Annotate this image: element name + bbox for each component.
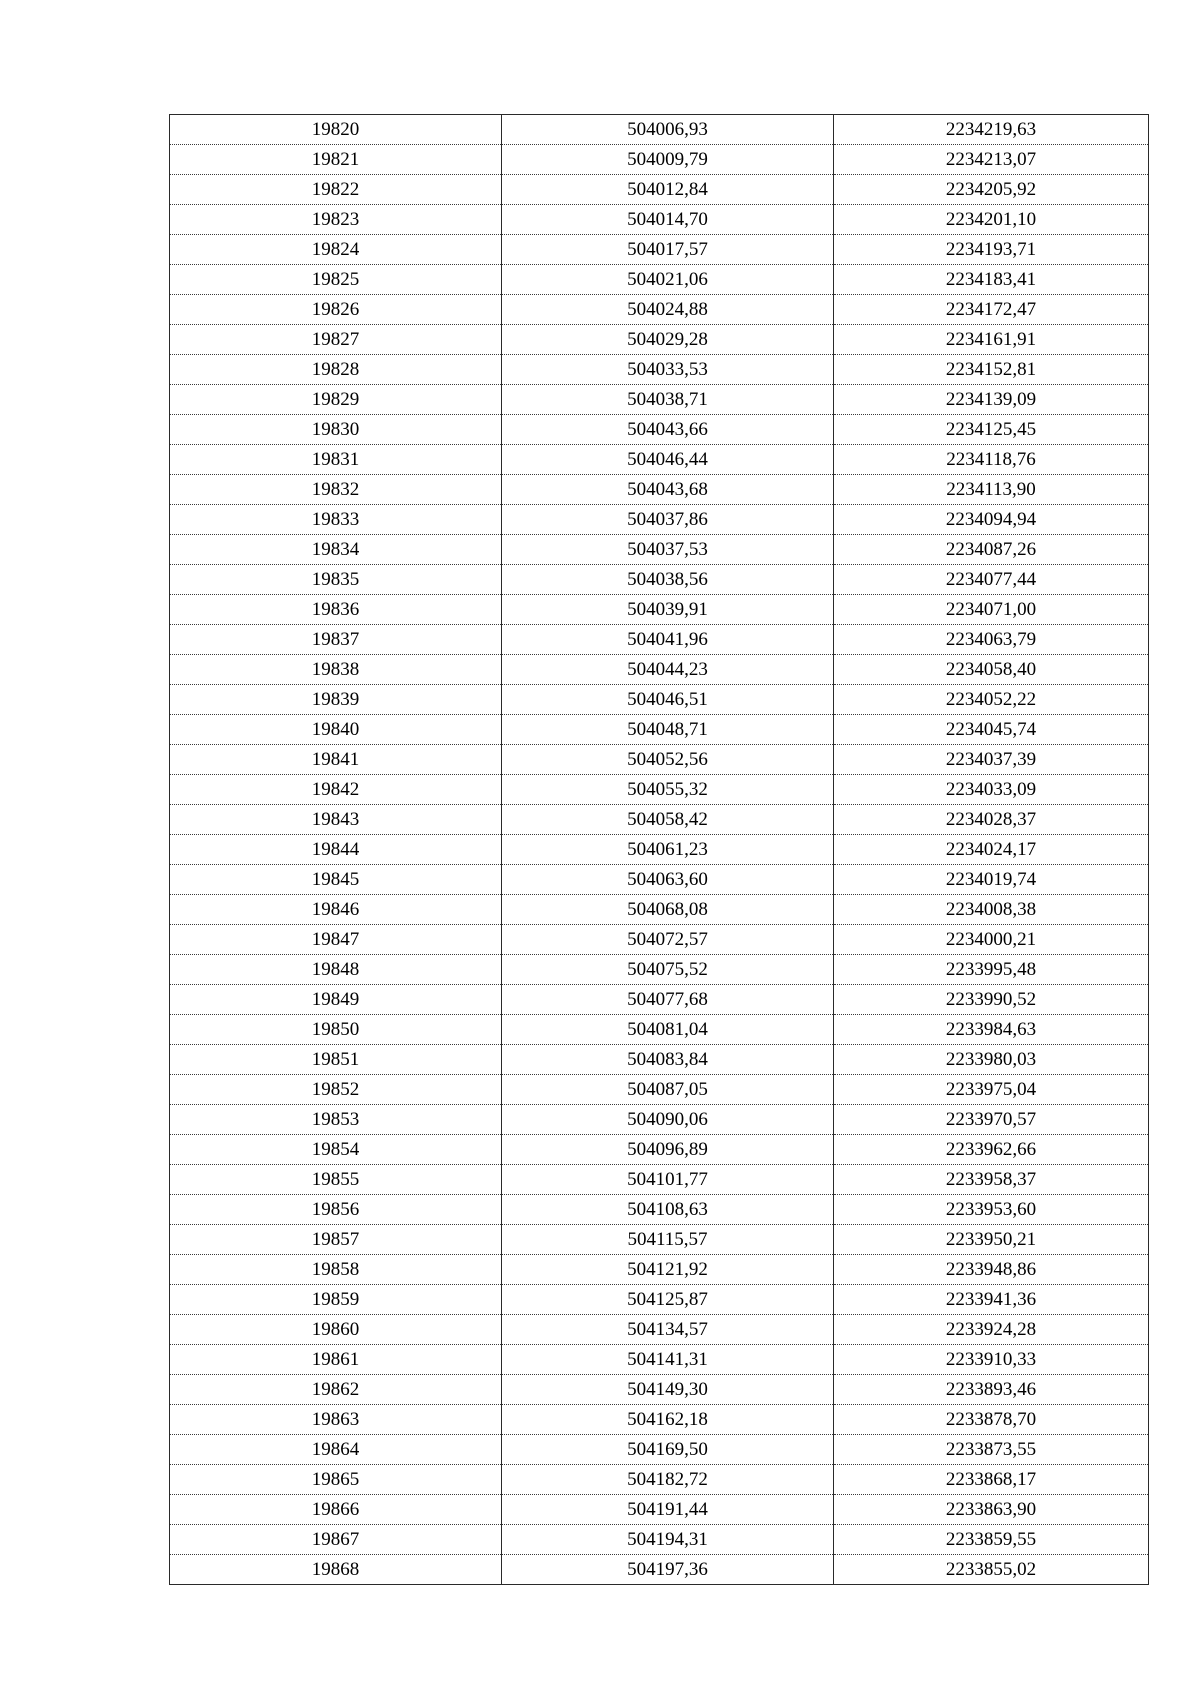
y-coordinate-cell: 2234063,79 xyxy=(834,625,1149,655)
point-number-cell: 19862 xyxy=(170,1375,502,1405)
x-coordinate-cell: 504029,28 xyxy=(502,325,834,355)
y-coordinate-cell: 2234113,90 xyxy=(834,475,1149,505)
y-coordinate-cell: 2234045,74 xyxy=(834,715,1149,745)
point-number-cell: 19832 xyxy=(170,475,502,505)
x-coordinate-cell: 504046,51 xyxy=(502,685,834,715)
table-row xyxy=(170,775,1149,805)
table-row xyxy=(170,1405,1149,1435)
y-coordinate-cell: 2234019,74 xyxy=(834,865,1149,895)
point-number-cell: 19857 xyxy=(170,1225,502,1255)
table-row xyxy=(170,595,1149,625)
x-coordinate-cell: 504081,04 xyxy=(502,1015,834,1045)
y-coordinate-cell: 2234201,10 xyxy=(834,205,1149,235)
table-row xyxy=(170,925,1149,955)
table-row xyxy=(170,445,1149,475)
table-row xyxy=(170,1105,1149,1135)
point-number-cell: 19854 xyxy=(170,1135,502,1165)
y-coordinate-cell: 2234125,45 xyxy=(834,415,1149,445)
y-coordinate-cell: 2234077,44 xyxy=(834,565,1149,595)
coordinates-table xyxy=(169,114,1149,1585)
table-row xyxy=(170,835,1149,865)
x-coordinate-cell: 504017,57 xyxy=(502,235,834,265)
y-coordinate-cell: 2234161,91 xyxy=(834,325,1149,355)
y-coordinate-cell: 2233873,55 xyxy=(834,1435,1149,1465)
table-row xyxy=(170,1135,1149,1165)
x-coordinate-cell: 504068,08 xyxy=(502,895,834,925)
y-coordinate-cell: 2234033,09 xyxy=(834,775,1149,805)
x-coordinate-cell: 504033,53 xyxy=(502,355,834,385)
x-coordinate-cell: 504021,06 xyxy=(502,265,834,295)
point-number-cell: 19824 xyxy=(170,235,502,265)
point-number-cell: 19843 xyxy=(170,805,502,835)
y-coordinate-cell: 2234058,40 xyxy=(834,655,1149,685)
x-coordinate-cell: 504108,63 xyxy=(502,1195,834,1225)
y-coordinate-cell: 2233990,52 xyxy=(834,985,1149,1015)
y-coordinate-cell: 2233868,17 xyxy=(834,1465,1149,1495)
x-coordinate-cell: 504038,71 xyxy=(502,385,834,415)
y-coordinate-cell: 2234172,47 xyxy=(834,295,1149,325)
table-row xyxy=(170,295,1149,325)
point-number-cell: 19858 xyxy=(170,1255,502,1285)
table-row xyxy=(170,985,1149,1015)
x-coordinate-cell: 504191,44 xyxy=(502,1495,834,1525)
x-coordinate-cell: 504046,44 xyxy=(502,445,834,475)
x-coordinate-cell: 504058,42 xyxy=(502,805,834,835)
x-coordinate-cell: 504075,52 xyxy=(502,955,834,985)
point-number-cell: 19856 xyxy=(170,1195,502,1225)
table-row xyxy=(170,1435,1149,1465)
table-row xyxy=(170,1285,1149,1315)
table-row xyxy=(170,955,1149,985)
x-coordinate-cell: 504072,57 xyxy=(502,925,834,955)
y-coordinate-cell: 2234071,00 xyxy=(834,595,1149,625)
point-number-cell: 19820 xyxy=(170,115,502,145)
y-coordinate-cell: 2234139,09 xyxy=(834,385,1149,415)
table-row xyxy=(170,625,1149,655)
y-coordinate-cell: 2233878,70 xyxy=(834,1405,1149,1435)
table-row xyxy=(170,565,1149,595)
table-row xyxy=(170,805,1149,835)
point-number-cell: 19861 xyxy=(170,1345,502,1375)
point-number-cell: 19864 xyxy=(170,1435,502,1465)
point-number-cell: 19826 xyxy=(170,295,502,325)
y-coordinate-cell: 2234118,76 xyxy=(834,445,1149,475)
y-coordinate-cell: 2233970,57 xyxy=(834,1105,1149,1135)
x-coordinate-cell: 504037,86 xyxy=(502,505,834,535)
x-coordinate-cell: 504090,06 xyxy=(502,1105,834,1135)
x-coordinate-cell: 504037,53 xyxy=(502,535,834,565)
y-coordinate-cell: 2234213,07 xyxy=(834,145,1149,175)
point-number-cell: 19867 xyxy=(170,1525,502,1555)
table-row xyxy=(170,415,1149,445)
point-number-cell: 19865 xyxy=(170,1465,502,1495)
y-coordinate-cell: 2234183,41 xyxy=(834,265,1149,295)
point-number-cell: 19841 xyxy=(170,745,502,775)
y-coordinate-cell: 2233910,33 xyxy=(834,1345,1149,1375)
y-coordinate-cell: 2234219,63 xyxy=(834,115,1149,145)
table-row xyxy=(170,715,1149,745)
point-number-cell: 19840 xyxy=(170,715,502,745)
point-number-cell: 19828 xyxy=(170,355,502,385)
point-number-cell: 19847 xyxy=(170,925,502,955)
table-row xyxy=(170,1075,1149,1105)
table-row xyxy=(170,505,1149,535)
x-coordinate-cell: 504048,71 xyxy=(502,715,834,745)
x-coordinate-cell: 504044,23 xyxy=(502,655,834,685)
point-number-cell: 19866 xyxy=(170,1495,502,1525)
table-row xyxy=(170,385,1149,415)
point-number-cell: 19845 xyxy=(170,865,502,895)
table-row xyxy=(170,1015,1149,1045)
x-coordinate-cell: 504063,60 xyxy=(502,865,834,895)
table-row xyxy=(170,655,1149,685)
point-number-cell: 19835 xyxy=(170,565,502,595)
table-row xyxy=(170,145,1149,175)
x-coordinate-cell: 504194,31 xyxy=(502,1525,834,1555)
table-row xyxy=(170,1045,1149,1075)
table-row xyxy=(170,535,1149,565)
point-number-cell: 19836 xyxy=(170,595,502,625)
x-coordinate-cell: 504087,05 xyxy=(502,1075,834,1105)
y-coordinate-cell: 2233863,90 xyxy=(834,1495,1149,1525)
point-number-cell: 19833 xyxy=(170,505,502,535)
y-coordinate-cell: 2233958,37 xyxy=(834,1165,1149,1195)
point-number-cell: 19849 xyxy=(170,985,502,1015)
y-coordinate-cell: 2233924,28 xyxy=(834,1315,1149,1345)
point-number-cell: 19838 xyxy=(170,655,502,685)
table-row xyxy=(170,1225,1149,1255)
table-row xyxy=(170,1195,1149,1225)
table-row xyxy=(170,1375,1149,1405)
y-coordinate-cell: 2234094,94 xyxy=(834,505,1149,535)
x-coordinate-cell: 504083,84 xyxy=(502,1045,834,1075)
table-row xyxy=(170,325,1149,355)
x-coordinate-cell: 504043,66 xyxy=(502,415,834,445)
point-number-cell: 19839 xyxy=(170,685,502,715)
point-number-cell: 19846 xyxy=(170,895,502,925)
y-coordinate-cell: 2233941,36 xyxy=(834,1285,1149,1315)
x-coordinate-cell: 504121,92 xyxy=(502,1255,834,1285)
y-coordinate-cell: 2233962,66 xyxy=(834,1135,1149,1165)
point-number-cell: 19855 xyxy=(170,1165,502,1195)
x-coordinate-cell: 504038,56 xyxy=(502,565,834,595)
point-number-cell: 19822 xyxy=(170,175,502,205)
y-coordinate-cell: 2234087,26 xyxy=(834,535,1149,565)
x-coordinate-cell: 504043,68 xyxy=(502,475,834,505)
y-coordinate-cell: 2233975,04 xyxy=(834,1075,1149,1105)
table-row xyxy=(170,685,1149,715)
point-number-cell: 19829 xyxy=(170,385,502,415)
y-coordinate-cell: 2233995,48 xyxy=(834,955,1149,985)
y-coordinate-cell: 2234152,81 xyxy=(834,355,1149,385)
point-number-cell: 19844 xyxy=(170,835,502,865)
y-coordinate-cell: 2233953,60 xyxy=(834,1195,1149,1225)
point-number-cell: 19848 xyxy=(170,955,502,985)
y-coordinate-cell: 2233948,86 xyxy=(834,1255,1149,1285)
point-number-cell: 19831 xyxy=(170,445,502,475)
x-coordinate-cell: 504197,36 xyxy=(502,1555,834,1585)
table-row xyxy=(170,865,1149,895)
point-number-cell: 19851 xyxy=(170,1045,502,1075)
x-coordinate-cell: 504055,32 xyxy=(502,775,834,805)
table-row xyxy=(170,1255,1149,1285)
point-number-cell: 19830 xyxy=(170,415,502,445)
point-number-cell: 19868 xyxy=(170,1555,502,1585)
point-number-cell: 19853 xyxy=(170,1105,502,1135)
y-coordinate-cell: 2234037,39 xyxy=(834,745,1149,775)
x-coordinate-cell: 504096,89 xyxy=(502,1135,834,1165)
table-row xyxy=(170,355,1149,385)
point-number-cell: 19863 xyxy=(170,1405,502,1435)
y-coordinate-cell: 2234000,21 xyxy=(834,925,1149,955)
x-coordinate-cell: 504039,91 xyxy=(502,595,834,625)
y-coordinate-cell: 2234193,71 xyxy=(834,235,1149,265)
y-coordinate-cell: 2233855,02 xyxy=(834,1555,1149,1585)
y-coordinate-cell: 2233950,21 xyxy=(834,1225,1149,1255)
x-coordinate-cell: 504101,77 xyxy=(502,1165,834,1195)
point-number-cell: 19823 xyxy=(170,205,502,235)
x-coordinate-cell: 504141,31 xyxy=(502,1345,834,1375)
table-row xyxy=(170,265,1149,295)
x-coordinate-cell: 504052,56 xyxy=(502,745,834,775)
y-coordinate-cell: 2234028,37 xyxy=(834,805,1149,835)
table-row xyxy=(170,1465,1149,1495)
y-coordinate-cell: 2234052,22 xyxy=(834,685,1149,715)
x-coordinate-cell: 504009,79 xyxy=(502,145,834,175)
x-coordinate-cell: 504006,93 xyxy=(502,115,834,145)
point-number-cell: 19850 xyxy=(170,1015,502,1045)
x-coordinate-cell: 504024,88 xyxy=(502,295,834,325)
y-coordinate-cell: 2233859,55 xyxy=(834,1525,1149,1555)
point-number-cell: 19825 xyxy=(170,265,502,295)
x-coordinate-cell: 504077,68 xyxy=(502,985,834,1015)
x-coordinate-cell: 504061,23 xyxy=(502,835,834,865)
table-row xyxy=(170,1165,1149,1195)
y-coordinate-cell: 2233980,03 xyxy=(834,1045,1149,1075)
table-row xyxy=(170,475,1149,505)
table-row xyxy=(170,1495,1149,1525)
x-coordinate-cell: 504162,18 xyxy=(502,1405,834,1435)
x-coordinate-cell: 504125,87 xyxy=(502,1285,834,1315)
point-number-cell: 19821 xyxy=(170,145,502,175)
point-number-cell: 19827 xyxy=(170,325,502,355)
x-coordinate-cell: 504134,57 xyxy=(502,1315,834,1345)
point-number-cell: 19842 xyxy=(170,775,502,805)
point-number-cell: 19837 xyxy=(170,625,502,655)
y-coordinate-cell: 2234024,17 xyxy=(834,835,1149,865)
y-coordinate-cell: 2234008,38 xyxy=(834,895,1149,925)
x-coordinate-cell: 504149,30 xyxy=(502,1375,834,1405)
table-row xyxy=(170,745,1149,775)
x-coordinate-cell: 504041,96 xyxy=(502,625,834,655)
point-number-cell: 19852 xyxy=(170,1075,502,1105)
x-coordinate-cell: 504169,50 xyxy=(502,1435,834,1465)
y-coordinate-cell: 2233893,46 xyxy=(834,1375,1149,1405)
table-row xyxy=(170,1555,1149,1585)
point-number-cell: 19860 xyxy=(170,1315,502,1345)
table-row xyxy=(170,1315,1149,1345)
table-row xyxy=(170,235,1149,265)
x-coordinate-cell: 504014,70 xyxy=(502,205,834,235)
x-coordinate-cell: 504182,72 xyxy=(502,1465,834,1495)
point-number-cell: 19834 xyxy=(170,535,502,565)
table-row xyxy=(170,205,1149,235)
table-row xyxy=(170,895,1149,925)
table-row xyxy=(170,1525,1149,1555)
y-coordinate-cell: 2233984,63 xyxy=(834,1015,1149,1045)
coordinates-table-body xyxy=(170,115,1149,1585)
point-number-cell: 19859 xyxy=(170,1285,502,1315)
table-row xyxy=(170,115,1149,145)
table-row xyxy=(170,1345,1149,1375)
x-coordinate-cell: 504012,84 xyxy=(502,175,834,205)
table-row xyxy=(170,175,1149,205)
x-coordinate-cell: 504115,57 xyxy=(502,1225,834,1255)
y-coordinate-cell: 2234205,92 xyxy=(834,175,1149,205)
